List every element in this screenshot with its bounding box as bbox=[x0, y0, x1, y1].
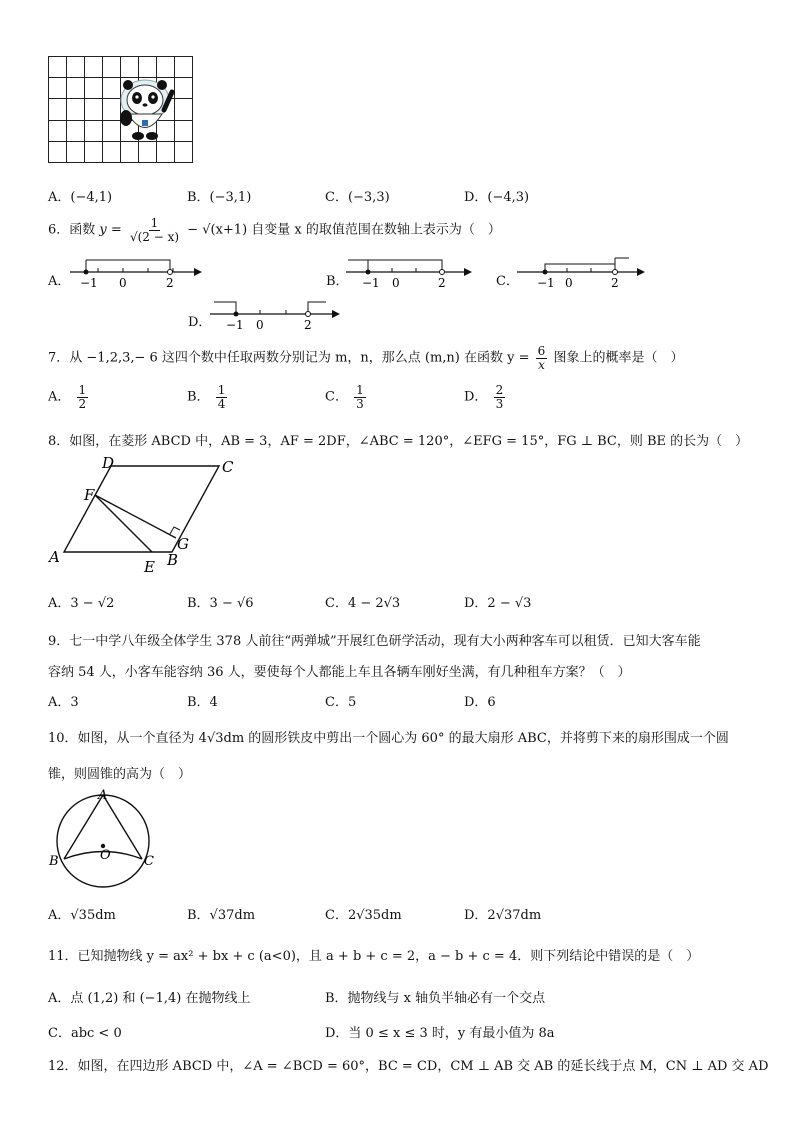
grid-svg bbox=[48, 56, 194, 164]
q7-option-b-label: B． bbox=[187, 389, 210, 405]
q6-stem-prefix: 6．函数 bbox=[48, 222, 96, 238]
q7-stem-prefix: 7．从 −1,2,3,− 6 这四个数中任取两数分别记为 m，n，那么点 (m,n) 在函数 y = bbox=[48, 350, 530, 366]
q7-fraction bbox=[536, 345, 548, 371]
q8-point-e: E bbox=[144, 558, 155, 576]
q8-point-f: F bbox=[84, 486, 95, 504]
q10-option-d[interactable]: D．2√37dm bbox=[464, 908, 542, 923]
q5-option-c[interactable]: C．(−3,3) bbox=[325, 190, 390, 205]
q7-c-num: 1 bbox=[356, 383, 364, 397]
q6-fraction bbox=[128, 217, 181, 243]
q7-a-num: 1 bbox=[78, 383, 87, 397]
q10-option-c[interactable]: C．2√35dm bbox=[325, 908, 402, 923]
q9-line1: 9．七一中学八年级全体学生 378 人前往“两弹城”开展红色研学活动，现有大小两种客车可以租赁．已知大客车能 bbox=[48, 634, 701, 649]
q9-option-a[interactable]: A．3 bbox=[48, 695, 79, 710]
q6-option-b-numberline[interactable] bbox=[344, 254, 474, 294]
q7-option-a[interactable] bbox=[48, 384, 90, 410]
q6a-tick-0: 0 bbox=[119, 276, 127, 290]
q8-point-a: A bbox=[49, 548, 60, 566]
q7-option-c-label: C． bbox=[325, 389, 348, 405]
q6-option-c-numberline[interactable] bbox=[515, 254, 650, 294]
q8-stem: 8．如图，在菱形 ABCD 中，AB = 3，AF = 2DF，∠ABC = 120°，∠EFG = 15°，FG ⊥ BC，则 BE 的长为（ ） bbox=[48, 434, 749, 449]
q6-option-d-numberline[interactable] bbox=[208, 296, 343, 336]
q8-rhombus-figure bbox=[44, 452, 254, 584]
q8-option-b[interactable]: B．3 − √6 bbox=[187, 596, 254, 611]
q7-b-den: 4 bbox=[217, 396, 226, 411]
q6-option-b-label[interactable]: B． bbox=[326, 274, 349, 289]
q6-option-c-label[interactable]: C． bbox=[496, 274, 519, 289]
q6a-tick-2: 2 bbox=[166, 276, 174, 290]
q6-option-a-numberline[interactable] bbox=[68, 254, 203, 294]
q7-option-d-label: D． bbox=[464, 389, 488, 405]
q9-option-d[interactable]: D．6 bbox=[464, 695, 496, 710]
q11-stem: 11．已知抛物线 y = ax² + bx + c (a<0)，且 a + b + c = 2，a − b + c = 4．则下列结论中错误的是（ ） bbox=[48, 949, 700, 964]
q7-c-den: 3 bbox=[356, 396, 364, 411]
q8-option-d[interactable]: D．2 − √3 bbox=[464, 596, 532, 611]
q6-minus-sqrt: − √(x+1) bbox=[187, 222, 248, 238]
q6-func-y: y = bbox=[99, 222, 122, 238]
q7-d-num: 2 bbox=[495, 383, 504, 397]
grid-figure bbox=[48, 56, 194, 168]
q5-option-a[interactable]: A．(−4,1) bbox=[48, 190, 113, 205]
q6-frac-den: √(2 − x) bbox=[129, 229, 180, 244]
q11-option-a[interactable]: A．点 (1,2) 和 (−1,4) 在抛物线上 bbox=[48, 991, 251, 1006]
q6b-tick-m1: −1 bbox=[362, 276, 380, 290]
q11-option-b[interactable]: B．抛物线与 x 轴负半轴必有一个交点 bbox=[325, 991, 546, 1006]
q6c-tick-m1: −1 bbox=[537, 276, 555, 290]
q9-option-b[interactable]: B．4 bbox=[187, 695, 218, 710]
q7-option-c[interactable] bbox=[325, 384, 368, 410]
q6d-tick-2: 2 bbox=[304, 318, 312, 332]
q10-point-c: C bbox=[144, 854, 154, 869]
q7-b-num: 1 bbox=[217, 383, 226, 397]
q7-d-den: 3 bbox=[495, 396, 504, 411]
q7-frac-den: x bbox=[538, 357, 545, 372]
q9-option-c[interactable]: C．5 bbox=[325, 695, 357, 710]
q7-frac-num: 6 bbox=[537, 344, 546, 358]
q10-option-a[interactable]: A．√35dm bbox=[48, 908, 116, 923]
panda-mascot bbox=[120, 80, 172, 140]
q9-line2: 容纳 54 人，小客车能容纳 36 人，要使每个人都能上车且各辆车刚好坐满，有几种租车方案？（ ） bbox=[48, 665, 631, 680]
q10-option-b[interactable]: B．√37dm bbox=[187, 908, 256, 923]
q6-option-a-label[interactable]: A． bbox=[48, 274, 71, 289]
q8-point-b: B bbox=[167, 551, 179, 569]
q10-point-a: A bbox=[98, 788, 108, 803]
q5-option-d[interactable]: D．(−4,3) bbox=[464, 190, 530, 205]
q10-point-b: B bbox=[49, 854, 59, 869]
q5-option-b[interactable]: B．(−3,1) bbox=[187, 190, 252, 205]
q6c-tick-0: 0 bbox=[565, 276, 573, 290]
q8-option-c[interactable]: C．4 − 2√3 bbox=[325, 596, 401, 611]
q6d-tick-m1: −1 bbox=[226, 318, 244, 332]
q6-option-d-label[interactable]: D． bbox=[188, 315, 212, 330]
q7-stem-suffix: 图象上的概率是（ ） bbox=[553, 350, 684, 366]
q10-line1: 10．如图，从一个直径为 4√3dm 的圆形铁皮中剪出一个圆心为 60° 的最大扇形 ABC，并将剪下来的扇形围成一个圆 bbox=[48, 731, 729, 746]
q6a-tick-m1: −1 bbox=[80, 276, 98, 290]
q8-point-g: G bbox=[177, 535, 189, 553]
q6-stem-suffix: 自变量 x 的取值范围在数轴上表示为（ ） bbox=[251, 222, 501, 238]
q11-option-c[interactable]: C．abc < 0 bbox=[48, 1026, 122, 1041]
q6c-tick-2: 2 bbox=[611, 276, 619, 290]
q10-line2: 锥，则圆锥的高为（ ） bbox=[48, 767, 192, 782]
q7-stem bbox=[48, 345, 683, 371]
q7-option-a-label: A． bbox=[48, 389, 71, 405]
q8-point-d: D bbox=[102, 454, 115, 472]
q7-a-den: 2 bbox=[78, 396, 87, 411]
q7-option-b[interactable] bbox=[187, 384, 229, 410]
q12-stem: 12．如图，在四边形 ABCD 中，∠A = ∠BCD = 60°，BC = CD，CM ⊥ AB 交 AB 的延长线于点 M，CN ⊥ AD 交 AD bbox=[48, 1059, 769, 1074]
q6d-tick-0: 0 bbox=[256, 318, 264, 332]
q10-point-o: O bbox=[100, 848, 111, 863]
q11-option-d[interactable]: D．当 0 ≤ x ≤ 3 时，y 有最小值为 8a bbox=[325, 1026, 555, 1041]
q8-point-c: C bbox=[222, 458, 234, 476]
q7-option-d[interactable] bbox=[464, 384, 507, 410]
q8-option-a[interactable]: A．3 − √2 bbox=[48, 596, 115, 611]
q6-frac-num: 1 bbox=[150, 216, 159, 230]
q10-circle-figure bbox=[44, 786, 164, 900]
q6-stem bbox=[48, 217, 501, 243]
q6b-tick-0: 0 bbox=[392, 276, 400, 290]
q6b-tick-2: 2 bbox=[438, 276, 446, 290]
